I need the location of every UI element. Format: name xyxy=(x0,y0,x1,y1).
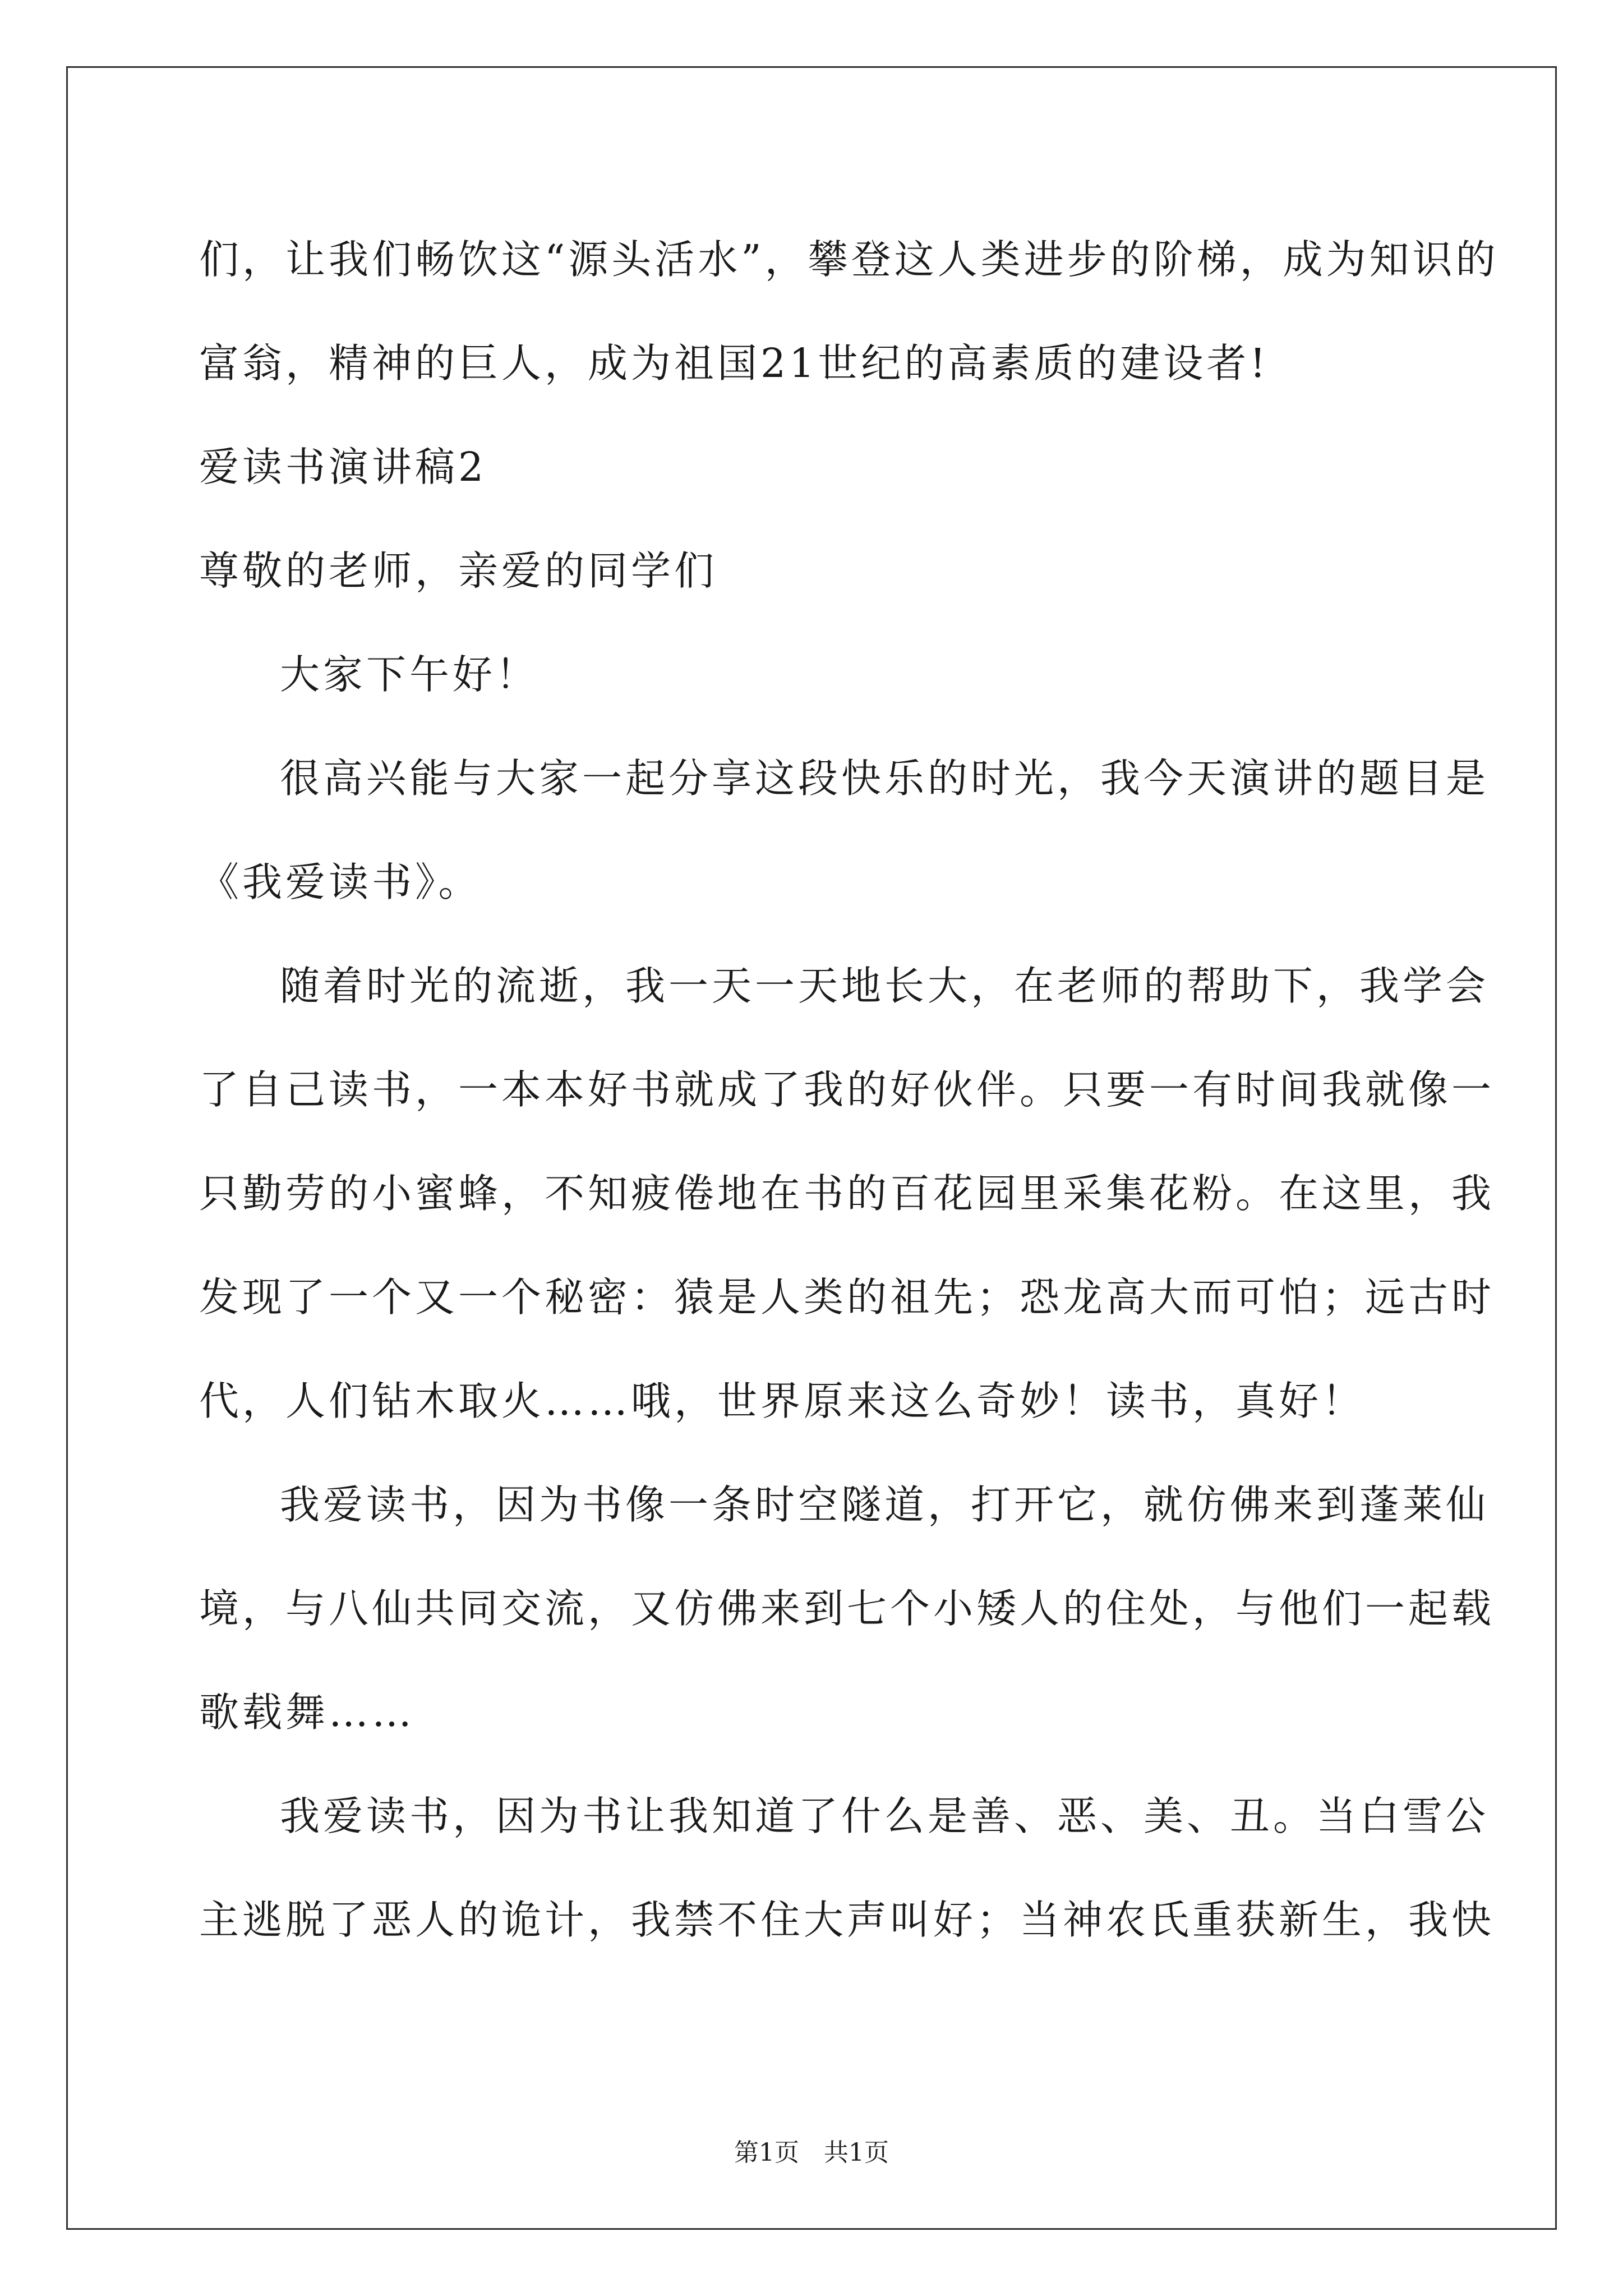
text-line: 主逃脱了恶人的诡计，我禁不住大声叫好；当神农氏重获新生，我快 xyxy=(199,1897,1495,1943)
text-line: 了自己读书，一本本好书就成了我的好伙伴。只要一有时间我就像一 xyxy=(199,1066,1495,1113)
text-line: 们，让我们畅饮这“源头活水”，攀登这人类进步的阶梯，成为知识的 xyxy=(199,236,1499,283)
text-line: 发现了一个又一个秘密：猿是人类的祖先；恐龙高大而可怕；远古时 xyxy=(199,1274,1495,1320)
text-line: 只勤劳的小蜜蜂，不知疲倦地在书的百花园里采集花粉。在这里，我 xyxy=(199,1170,1495,1217)
text-line: 境，与八仙共同交流，又仿佛来到七个小矮人的住处，与他们一起载 xyxy=(199,1585,1495,1632)
section-heading: 爱读书演讲稿2 xyxy=(199,444,487,490)
salutation: 尊敬的老师，亲爱的同学们 xyxy=(199,547,718,594)
text-line: 《我爱读书》。 xyxy=(199,859,482,905)
text-line: 我爱读书，因为书像一条时空隧道，打开它，就仿佛来到蓬莱仙 xyxy=(280,1481,1490,1528)
text-line: 随着时光的流逝，我一天一天地长大，在老师的帮助下，我学会 xyxy=(280,963,1490,1009)
greeting: 大家下午好！ xyxy=(280,651,540,698)
text-line: 歌载舞…… xyxy=(199,1689,416,1736)
text-line: 代，人们钻木取火……哦，世界原来这么奇妙！读书，真好！ xyxy=(199,1378,1366,1424)
document-body xyxy=(199,208,1499,1972)
text-line: 我爱读书，因为书让我知道了什么是善、恶、美、丑。当白雪公 xyxy=(280,1793,1490,1839)
text-line: 富翁，精神的巨人，成为祖国21世纪的高素质的建设者! xyxy=(199,340,1269,386)
text-line: 很高兴能与大家一起分享这段快乐的时光，我今天演讲的题目是 xyxy=(280,755,1490,802)
page-number-footer: 第1页 共1页 xyxy=(734,2138,889,2167)
